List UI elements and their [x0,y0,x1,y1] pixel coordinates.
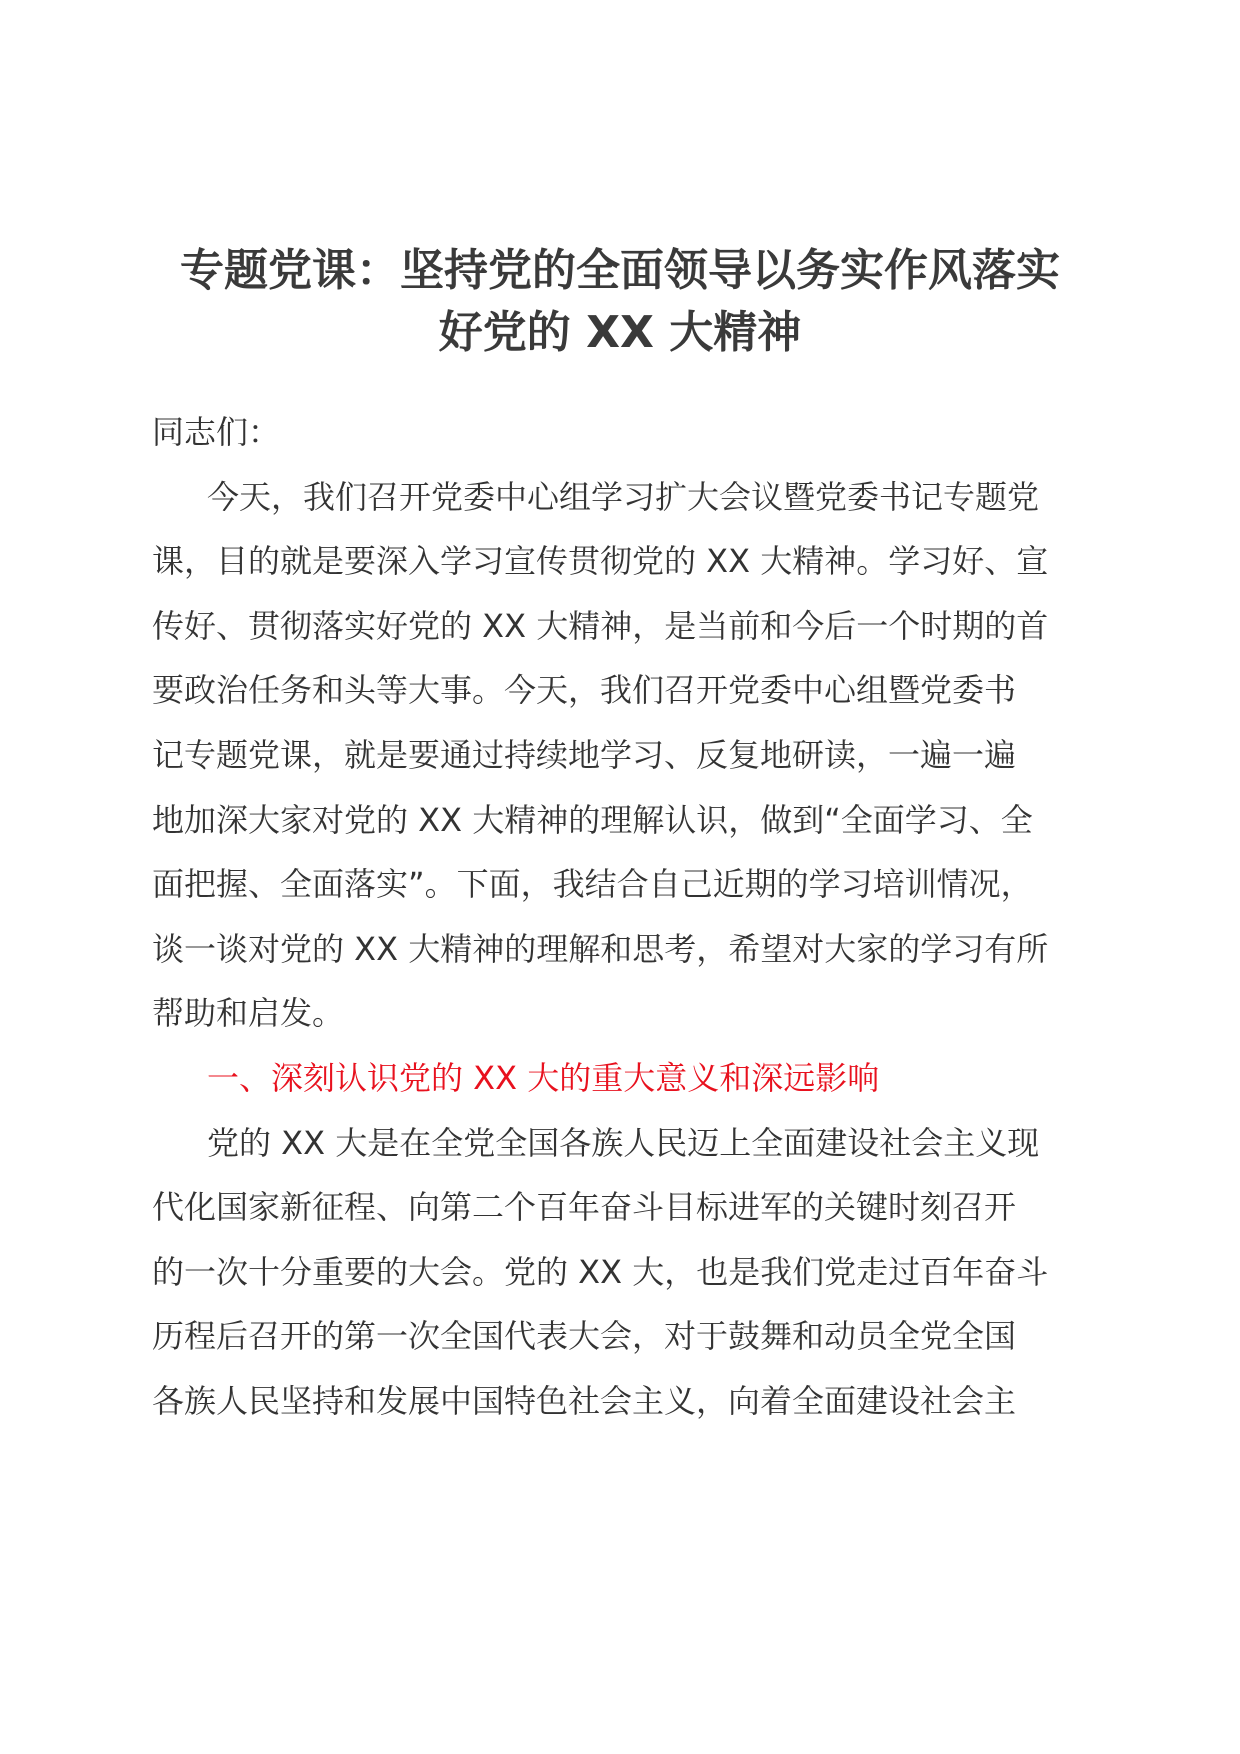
title-line-1: 专题党课：坚持党的全面领导以务实作风落实 [180,245,1060,296]
document-body [152,400,1087,1434]
paragraph-2 [152,1111,1087,1434]
paragraph-line: 传好、贯彻落实好党的 XX 大精神，是当前和今后一个时期的首 [152,606,1049,645]
paragraph-line: 面把握、全面落实”。下面，我结合自己近期的学习培训情况， [152,865,1033,904]
paragraph-line: 今天，我们召开党委中心组学习扩大会议暨党委书记专题党 [207,477,1040,516]
paragraph-line: 地加深大家对党的 XX 大精神的理解认识，做到“全面学习、全 [152,800,1033,839]
section-heading-1: 一、深刻认识党的 XX 大的重大意义和深远影响 [207,1058,880,1097]
paragraph-line: 帮助和启发。 [152,994,345,1033]
paragraph-1 [152,465,1087,1046]
title-line-2: 好党的 XX 大精神 [438,307,802,358]
paragraph-line: 党的 XX 大是在全党全国各族人民迈上全面建设社会主义现 [207,1123,1040,1162]
paragraph-line: 代化国家新征程、向第二个百年奋斗目标进军的关键时刻召开 [152,1188,1017,1227]
paragraph-line: 记专题党课，就是要通过持续地学习、反复地研读，一遍一遍 [152,735,1017,774]
document-title [140,240,1100,364]
paragraph-line: 历程后召开的第一次全国代表大会，对于鼓舞和动员全党全国 [152,1317,1017,1356]
paragraph-line: 谈一谈对党的 XX 大精神的理解和思考，希望对大家的学习有所 [152,929,1049,968]
paragraph-line: 的一次十分重要的大会。党的 XX 大，也是我们党走过百年奋斗 [152,1252,1049,1291]
salutation: 同志们： [152,413,281,451]
paragraph-line: 各族人民坚持和发展中国特色社会主义，向着全面建设社会主 [152,1381,1017,1420]
paragraph-line: 要政治任务和头等大事。今天，我们召开党委中心组暨党委书 [152,671,1017,710]
paragraph-line: 课，目的就是要深入学习宣传贯彻党的 XX 大精神。学习好、宣 [152,542,1049,581]
